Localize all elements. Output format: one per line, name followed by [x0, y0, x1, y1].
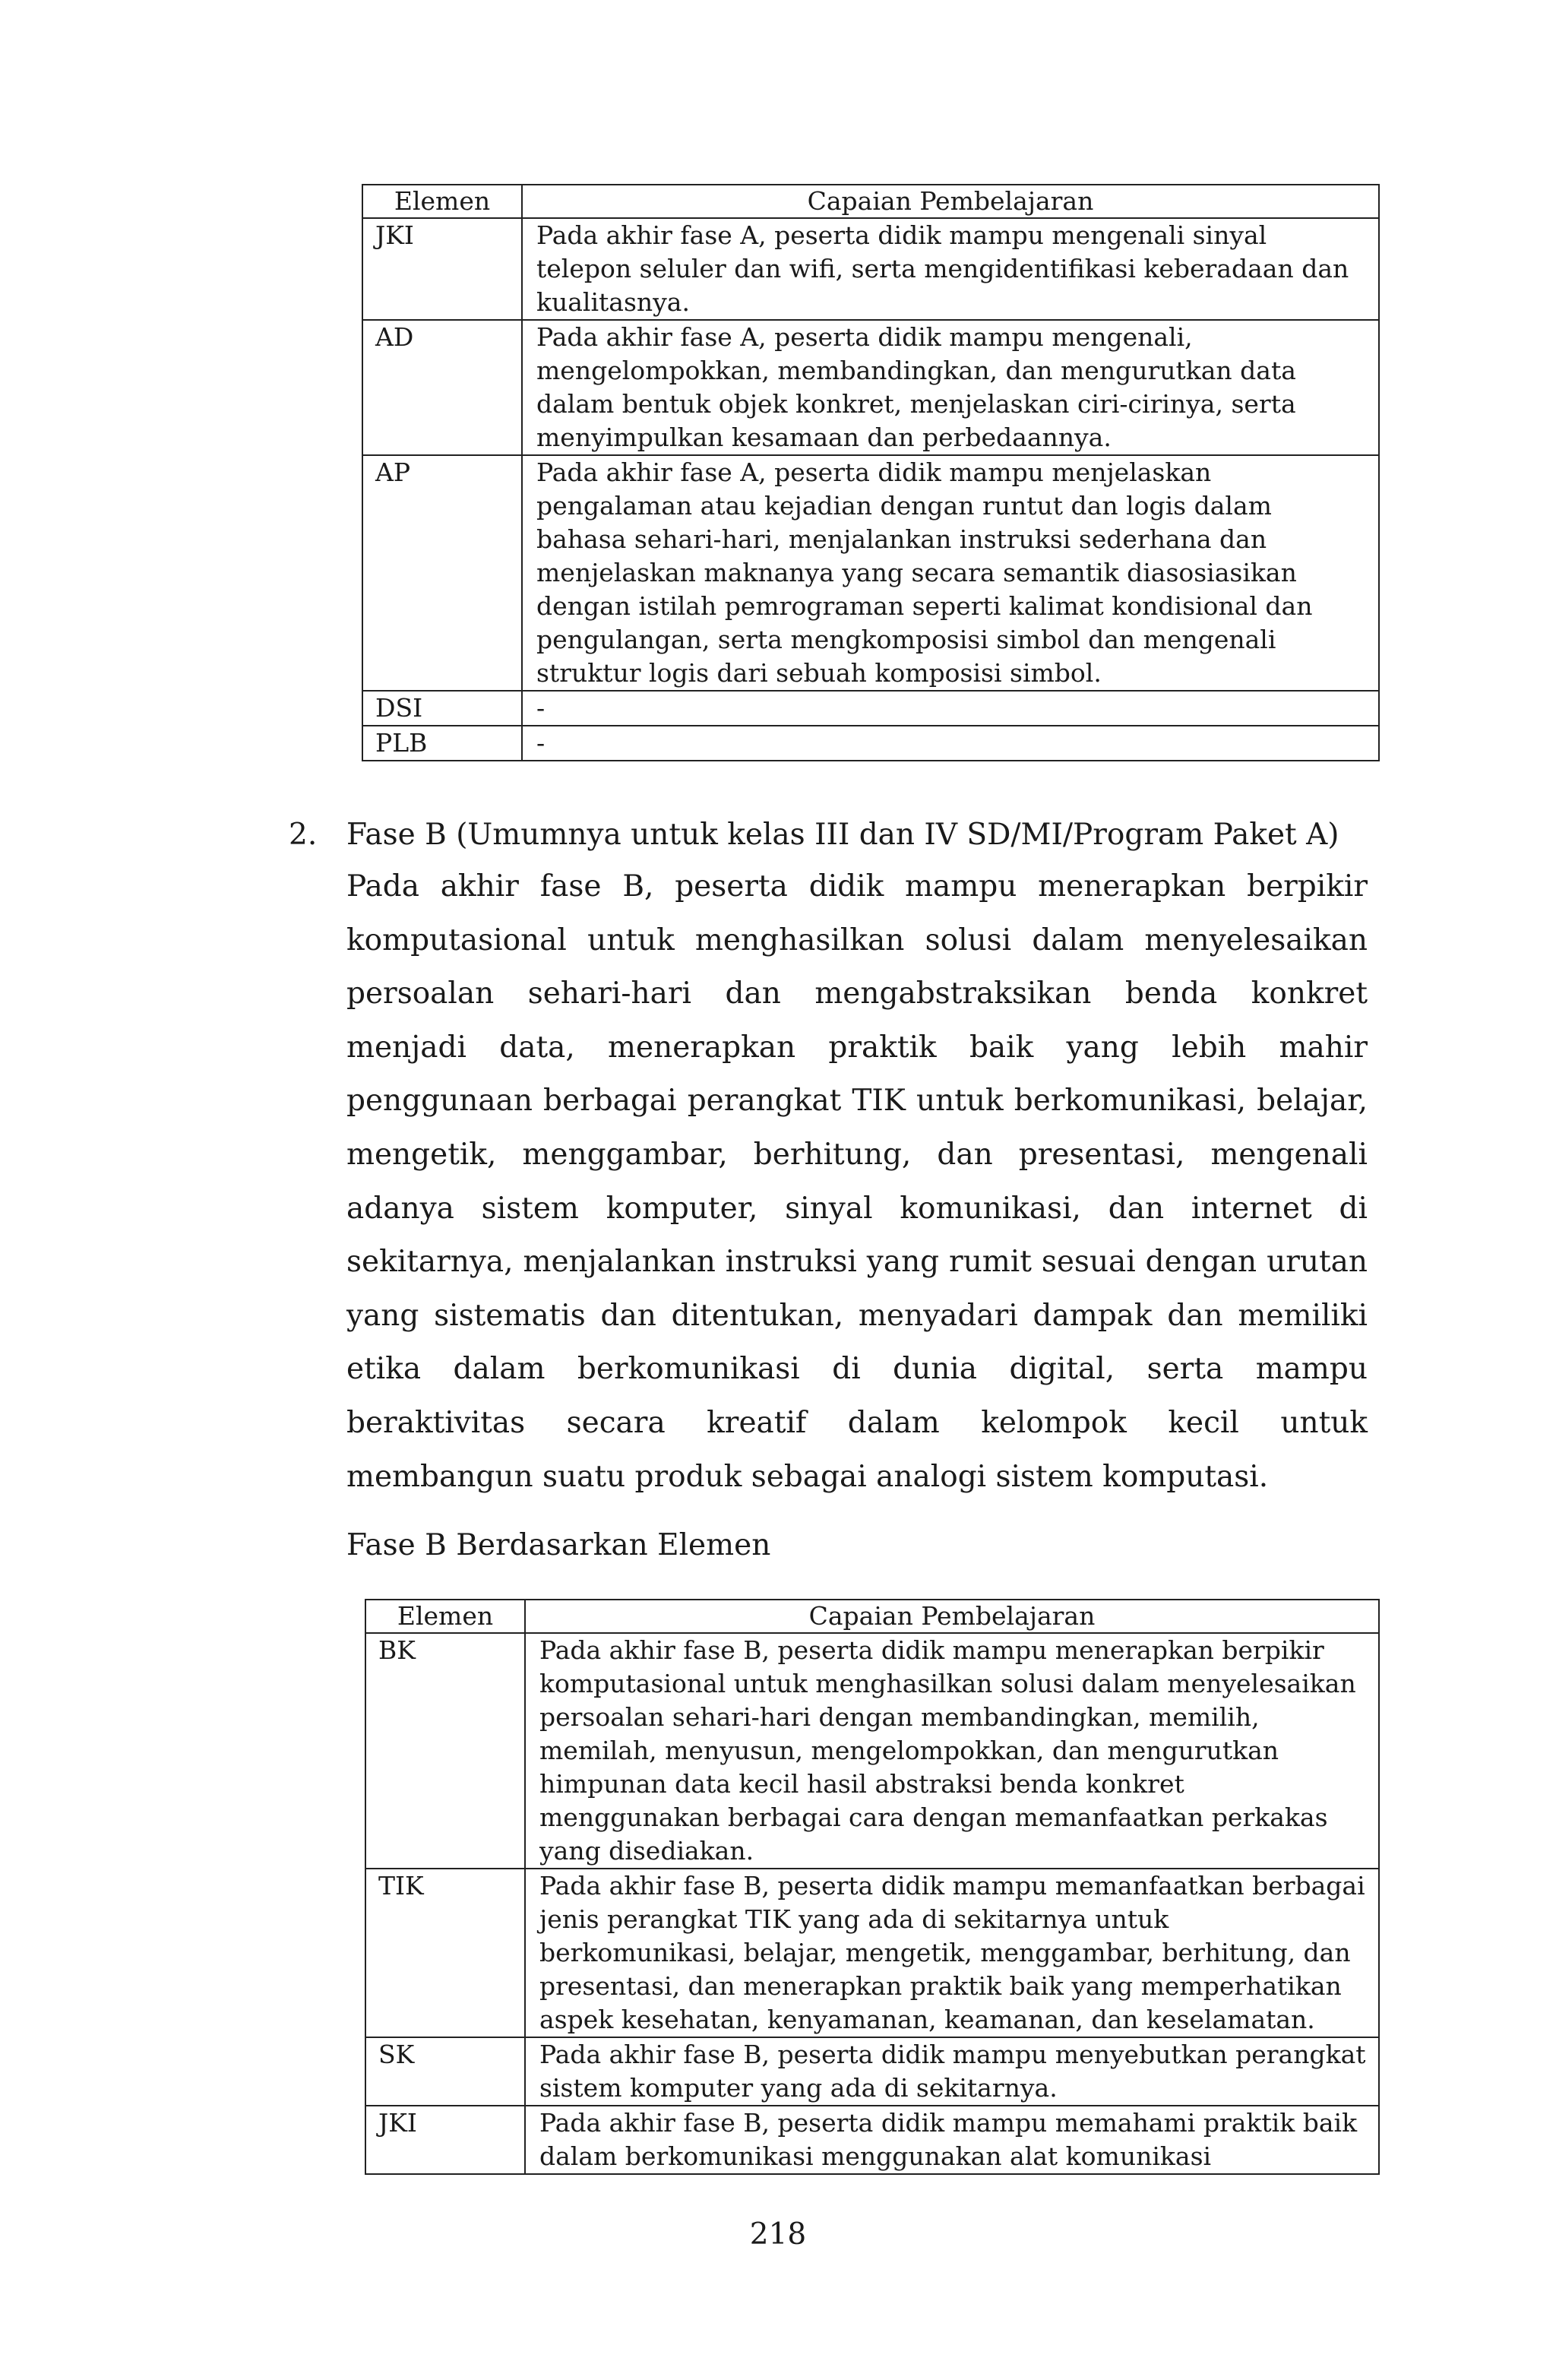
row-capaian: Pada akhir fase A, peserta didik mampu menjelaskan pengalaman atau kejadian dengan runtut dan logis dalam bahasa sehari-hari, menjalankan instruksi sederhana dan menjelaskan maknanya yang secara semantik diasosiasikan dengan istilah pemrograman seperti kalimat kondisional dan pengulangan, serta mengkomposisi simbol dan mengenali struktur logis dari sebuah komposisi simbol. [522, 455, 1379, 691]
row-elemen: AP [362, 455, 522, 691]
header-elemen: Elemen [365, 1600, 525, 1633]
page-number: 218 [749, 2217, 807, 2252]
section-title: Fase B (Umumnya untuk kelas III dan IV SD/MI/Program Paket A) [346, 818, 1339, 852]
header-capaian: Capaian Pembelajaran [522, 185, 1379, 218]
table-row [362, 726, 1379, 761]
row-capaian: Pada akhir fase B, peserta didik mampu memahami praktik baik dalam berkomunikasi menggunakan alat komunikasi [525, 2106, 1379, 2174]
row-capaian: Pada akhir fase A, peserta didik mampu mengenali, mengelompokkan, membandingkan, dan mengurutkan data dalam bentuk objek konkret, menjelaskan ciri-cirinya, serta menyimpulkan kesamaan dan perbedaannya. [522, 320, 1379, 455]
row-elemen: DSI [362, 691, 522, 726]
table-row [365, 2106, 1379, 2174]
table-fase-b [365, 1599, 1380, 2175]
row-capaian: Pada akhir fase A, peserta didik mampu mengenali sinyal telepon seluler dan wifi, serta mengidentifikasi keberadaan dan kualitasnya. [522, 218, 1379, 320]
table-row [362, 455, 1379, 691]
row-capaian: - [522, 691, 1379, 726]
header-elemen: Elemen [362, 185, 522, 218]
row-elemen: BK [365, 1633, 525, 1869]
row-capaian: Pada akhir fase B, peserta didik mampu memanfaatkan berbagai jenis perangkat TIK yang ada di sekitarnya untuk berkomunikasi, belajar, mengetik, menggambar, berhitung, dan presentasi, dan menerapkan praktik baik yang memperhatikan aspek kesehatan, kenyamanan, keamanan, dan keselamatan. [525, 1869, 1379, 2037]
table-header-row [362, 185, 1379, 218]
row-capaian: Pada akhir fase B, peserta didik mampu menyebutkan perangkat sistem komputer yang ada di sekitarnya. [525, 2037, 1379, 2106]
section-number: 2. [289, 818, 318, 852]
row-elemen: JKI [365, 2106, 525, 2174]
row-capaian: - [522, 726, 1379, 761]
row-elemen: JKI [362, 218, 522, 320]
table-row [365, 2037, 1379, 2106]
header-capaian: Capaian Pembelajaran [525, 1600, 1379, 1633]
section-subheading: Fase B Berdasarkan Elemen [346, 1528, 771, 1563]
table-row [365, 1869, 1379, 2037]
table-fase-a [362, 184, 1380, 761]
section-paragraph: Pada akhir fase B, peserta didik mampu menerapkan berpikir komputasional untuk menghasilkan solusi dalam menyelesaikan persoalan sehari-hari dan mengabstraksikan benda konkret menjadi data, menerapkan praktik baik yang lebih mahir penggunaan berbagai perangkat TIK untuk berkomunikasi, belajar, mengetik, menggambar, berhitung, dan presentasi, mengenali adanya sistem komputer, sinyal komunikasi, dan internet di sekitarnya, menjalankan instruksi yang rumit sesuai dengan urutan yang sistematis dan ditentukan, menyadari dampak dan memiliki etika dalam berkomunikasi di dunia digital, serta mampu beraktivitas secara kreatif dalam kelompok kecil untuk membangun suatu produk sebagai analogi sistem komputasi. [346, 869, 1368, 1494]
row-capaian: Pada akhir fase B, peserta didik mampu menerapkan berpikir komputasional untuk menghasilkan solusi dalam menyelesaikan persoalan sehari-hari dengan membandingkan, memilih, memilah, menyusun, mengelompokkan, dan mengurutkan himpunan data kecil hasil abstraksi benda konkret menggunakan berbagai cara dengan memanfaatkan perkakas yang disediakan. [525, 1633, 1379, 1869]
row-elemen: SK [365, 2037, 525, 2106]
table-row [362, 320, 1379, 455]
section-heading [289, 810, 1368, 860]
row-elemen: TIK [365, 1869, 525, 2037]
table-row [362, 218, 1379, 320]
section-fase-b [289, 810, 1368, 1571]
table-row [362, 691, 1379, 726]
table-header-row [365, 1600, 1379, 1633]
table-row [365, 1633, 1379, 1869]
row-elemen: PLB [362, 726, 522, 761]
row-elemen: AD [362, 320, 522, 455]
